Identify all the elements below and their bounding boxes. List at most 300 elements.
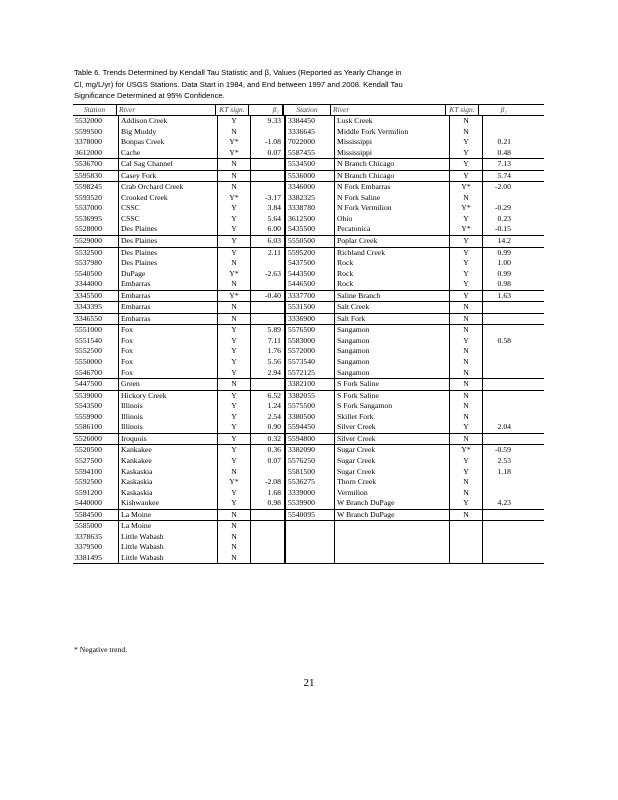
beta-cell: 1.63	[482, 291, 513, 302]
beta-cell: 0.98	[482, 279, 513, 290]
table-caption	[74, 67, 544, 102]
river-cell: Des Plaines	[118, 258, 217, 269]
beta-cell	[250, 510, 284, 521]
river-cell: Sangamon	[334, 368, 449, 379]
station-cell: 5587455	[284, 148, 334, 159]
kt-sign-cell: Y	[217, 346, 250, 357]
river-cell: Kaskaskia	[118, 488, 217, 499]
beta-cell	[482, 116, 513, 127]
beta-cell: -2.08	[250, 477, 284, 488]
river-cell: Fox	[118, 368, 217, 379]
river-cell: Salt Fork	[334, 314, 449, 325]
beta-cell: 0.48	[482, 148, 513, 159]
station-cell: 5584500	[75, 509, 102, 519]
kt-sign-cell: Y	[217, 434, 250, 445]
kt-sign-cell: Y	[449, 498, 482, 509]
kt-sign-cell: Y	[449, 148, 482, 159]
kt-sign-cell: Y	[449, 258, 482, 269]
station-cell: 3380500	[284, 412, 334, 423]
station-cell: 5536000	[284, 171, 334, 182]
river-cell: Crab Orchard Creek	[118, 182, 217, 193]
beta-cell: 6.03	[250, 236, 284, 247]
station-cell: 3378000	[75, 137, 102, 147]
beta-cell	[250, 171, 284, 182]
river-cell: Hickory Creek	[118, 391, 217, 402]
beta-cell	[250, 159, 284, 170]
table-row	[73, 159, 544, 171]
beta-cell: -0.15	[482, 224, 513, 235]
kt-sign-cell: Y	[449, 248, 482, 259]
table-row	[73, 236, 544, 248]
river-cell: Sangamon	[334, 325, 449, 336]
kt-sign-cell: N	[449, 325, 482, 336]
station-cell: 3378635	[75, 531, 102, 541]
table-row	[73, 467, 544, 478]
table-row	[73, 116, 544, 127]
kt-sign-cell: Y	[449, 467, 482, 478]
river-cell: DuPage	[118, 269, 217, 280]
table-row	[73, 258, 544, 269]
beta-cell: 1.18	[482, 467, 513, 478]
kt-sign-cell: N	[449, 302, 482, 313]
table-row	[73, 521, 544, 532]
station-cell: 5536275	[284, 477, 334, 488]
beta-cell: 0.99	[482, 248, 513, 259]
river-cell: La Moine	[118, 510, 217, 521]
river-cell: Big Muddy	[118, 127, 217, 138]
beta-cell	[482, 434, 513, 445]
station-cell: 5520500	[75, 445, 102, 455]
beta-cell	[482, 368, 513, 379]
beta-cell	[482, 542, 513, 553]
station-cell: 5440000	[75, 498, 102, 508]
kt-sign-cell: Y*	[217, 193, 250, 204]
beta-cell: 7.11	[250, 336, 284, 347]
river-cell: Crooked Creek	[118, 193, 217, 204]
beta-cell: 2.53	[482, 456, 513, 467]
kt-sign-cell	[449, 532, 482, 543]
beta-cell: 0.07	[250, 456, 284, 467]
table-row	[73, 510, 544, 522]
station-cell: 5552500	[75, 346, 102, 356]
station-cell: 5594450	[284, 422, 334, 433]
table-row	[73, 336, 544, 347]
kt-sign-cell: Y	[217, 357, 250, 368]
station-cell: 5576250	[284, 456, 334, 467]
station-cell: 5599500	[75, 126, 102, 136]
river-cell: Cache	[118, 148, 217, 159]
table-row	[73, 182, 544, 193]
river-cell: Sugar Creek	[334, 456, 449, 467]
station-cell: 5437500	[284, 258, 334, 269]
kt-sign-cell: Y	[449, 291, 482, 302]
station-cell: 5559900	[75, 411, 102, 421]
river-cell: Kishwaukee	[118, 498, 217, 509]
station-cell: 3346000	[284, 182, 334, 193]
beta-cell: -0.29	[482, 203, 513, 214]
beta-cell	[482, 521, 513, 532]
station-cell: 5531500	[284, 302, 334, 313]
station-cell: 5585000	[75, 521, 102, 531]
river-cell: Richland Creek	[334, 248, 449, 259]
station-cell: 5592500	[75, 477, 102, 487]
river-cell: Poplar Creek	[334, 236, 449, 247]
station-cell: 3344000	[75, 279, 102, 289]
station-cell: 5593520	[75, 192, 102, 202]
river-cell: Sangamon	[334, 357, 449, 368]
table-row	[73, 488, 544, 499]
river-cell: Salt Creek	[334, 302, 449, 313]
station-cell: 5543500	[75, 401, 102, 411]
river-cell: Fox	[118, 357, 217, 368]
kt-sign-cell: Y	[449, 236, 482, 247]
river-cell: N Fork Saline	[334, 193, 449, 204]
kt-sign-cell: Y	[449, 159, 482, 170]
station-cell: 5583000	[284, 336, 334, 347]
beta-cell: 0.32	[250, 434, 284, 445]
beta-cell: 2.94	[250, 368, 284, 379]
beta-cell	[482, 532, 513, 543]
station-cell: 3612500	[284, 214, 334, 225]
river-cell: Fox	[118, 346, 217, 357]
beta-cell: 5.74	[482, 171, 513, 182]
table-row	[73, 224, 544, 236]
header-beta: β₁	[248, 105, 282, 115]
table-row	[73, 193, 544, 204]
river-cell: N Fork Vermilion	[334, 203, 449, 214]
beta-cell: 1.76	[250, 346, 284, 357]
station-cell: 5575500	[284, 401, 334, 412]
table-row	[73, 553, 544, 565]
river-cell: Cal Sag Channel	[118, 159, 217, 170]
footnote: * Negative trend.	[74, 645, 128, 654]
beta-cell: 5.64	[250, 214, 284, 225]
table-row	[73, 214, 544, 225]
kt-sign-cell: Y	[217, 412, 250, 423]
beta-cell	[250, 182, 284, 193]
kt-sign-cell: Y*	[449, 224, 482, 235]
table-row	[73, 203, 544, 214]
beta-cell	[250, 379, 284, 390]
station-cell: 5536995	[75, 213, 102, 223]
table-row	[73, 291, 544, 303]
river-cell: Embarras	[118, 314, 217, 325]
caption-line: Cl, mg/L/yr) for USGS Stations. Data Start in 1984, and End between 1997 and 2008. Kendall Tau	[74, 79, 403, 89]
header-river: River	[330, 105, 445, 115]
station-cell: 5443500	[284, 269, 334, 280]
kt-sign-cell: N	[217, 127, 250, 138]
beta-cell: 14.2	[482, 236, 513, 247]
station-cell: 3336900	[284, 314, 334, 325]
station-cell: 5591200	[75, 487, 102, 497]
river-cell: Thorn Creek	[334, 477, 449, 488]
beta-cell	[482, 302, 513, 313]
river-cell: Casey Fork	[118, 171, 217, 182]
river-cell: Little Wabash	[118, 542, 217, 553]
station-cell	[284, 521, 334, 532]
kt-sign-cell: N	[449, 391, 482, 402]
kt-sign-cell: Y*	[217, 291, 250, 302]
station-cell: 5572000	[284, 346, 334, 357]
station-cell: 5446500	[284, 279, 334, 290]
river-cell: Rock	[334, 279, 449, 290]
kt-sign-cell: Y	[217, 391, 250, 402]
beta-cell: 0.99	[482, 269, 513, 280]
kt-sign-cell: N	[449, 357, 482, 368]
beta-cell	[482, 477, 513, 488]
beta-cell: 1.68	[250, 488, 284, 499]
station-cell: 3382100	[284, 379, 334, 390]
beta-cell: 4.23	[482, 498, 513, 509]
kt-sign-cell: Y	[217, 368, 250, 379]
river-cell: W Branch DuPage	[334, 510, 449, 521]
station-cell: 5550500	[284, 236, 334, 247]
river-cell: Embarras	[118, 279, 217, 290]
beta-cell	[250, 521, 284, 532]
station-cell: 5528000	[75, 224, 102, 234]
header-kt-sign: KT sign.	[445, 105, 478, 115]
caption-line: Significance Determined at 95% Confidence.	[74, 91, 225, 100]
beta-cell	[250, 127, 284, 138]
station-cell	[284, 553, 334, 564]
kt-sign-cell: N	[449, 510, 482, 521]
beta-cell	[250, 302, 284, 313]
station-cell: 3382055	[284, 391, 334, 402]
kt-sign-cell: Y*	[217, 269, 250, 280]
station-cell: 3612000	[75, 147, 102, 157]
station-cell: 5532500	[75, 247, 102, 257]
kt-sign-cell: Y	[217, 116, 250, 127]
table-row	[73, 422, 544, 434]
kt-sign-cell: N	[217, 302, 250, 313]
kt-sign-cell: Y	[217, 203, 250, 214]
beta-cell: 0.58	[482, 336, 513, 347]
station-cell: 3379500	[75, 542, 102, 552]
station-cell: 5551540	[75, 335, 102, 345]
kt-sign-cell: N	[449, 127, 482, 138]
river-cell: Kankakee	[118, 445, 217, 456]
beta-cell: 0.07	[250, 148, 284, 159]
table-row	[73, 498, 544, 510]
station-cell: 5534500	[284, 159, 334, 170]
station-cell: 5539000	[75, 390, 102, 400]
beta-cell: 2.54	[250, 412, 284, 423]
station-cell: 5537000	[75, 203, 102, 213]
table-row	[73, 314, 544, 326]
station-cell: 5435500	[284, 224, 334, 235]
table-row	[73, 148, 544, 160]
kt-sign-cell: Y	[217, 401, 250, 412]
table-row	[73, 171, 544, 183]
beta-cell: 5.89	[250, 325, 284, 336]
table-row	[73, 477, 544, 488]
station-cell: 5537980	[75, 258, 102, 268]
river-cell	[334, 542, 449, 553]
station-cell: 5539900	[284, 498, 334, 509]
kt-sign-cell: Y*	[449, 203, 482, 214]
beta-cell: 1.24	[250, 401, 284, 412]
kt-sign-cell: Y	[449, 422, 482, 433]
river-cell: Rock	[334, 258, 449, 269]
station-cell: 5540500	[75, 268, 102, 278]
table-header-row	[73, 105, 544, 116]
kt-sign-cell: N	[217, 171, 250, 182]
beta-cell	[482, 412, 513, 423]
station-cell: 3382325	[284, 193, 334, 204]
beta-cell: 0.90	[250, 422, 284, 433]
kt-sign-cell: N	[449, 116, 482, 127]
river-cell: Green	[118, 379, 217, 390]
page-number: 21	[303, 677, 315, 689]
beta-cell: 1.00	[482, 258, 513, 269]
table-row	[73, 542, 544, 553]
beta-cell	[482, 553, 513, 564]
river-cell: Silver Creek	[334, 422, 449, 433]
river-cell: Sangamon	[334, 346, 449, 357]
beta-cell	[482, 391, 513, 402]
beta-cell	[482, 346, 513, 357]
kt-sign-cell: N	[449, 477, 482, 488]
kt-sign-cell: N	[217, 258, 250, 269]
river-cell: S Fork Saline	[334, 379, 449, 390]
beta-cell	[250, 467, 284, 478]
kt-sign-cell: N	[217, 521, 250, 532]
kt-sign-cell: Y	[217, 236, 250, 247]
station-cell: 5586100	[75, 422, 102, 432]
kt-sign-cell: Y*	[449, 445, 482, 456]
kt-sign-cell: N	[449, 434, 482, 445]
kt-sign-cell: N	[217, 279, 250, 290]
kt-sign-cell: Y	[449, 137, 482, 148]
station-cell: 5540095	[284, 510, 334, 521]
beta-cell: 9.33	[250, 116, 284, 127]
kt-sign-cell: N	[449, 346, 482, 357]
river-cell: Kaskaskia	[118, 477, 217, 488]
river-cell	[334, 553, 449, 564]
river-cell: Skillet Fork	[334, 412, 449, 423]
trend-table	[73, 104, 544, 564]
beta-cell: -0.40	[250, 291, 284, 302]
beta-cell: -2.00	[482, 182, 513, 193]
beta-cell: -3.17	[250, 193, 284, 204]
river-cell: Sugar Creek	[334, 467, 449, 478]
river-cell: W Branch DuPage	[334, 498, 449, 509]
kt-sign-cell: N	[217, 314, 250, 325]
beta-cell	[482, 325, 513, 336]
table-row	[73, 434, 544, 446]
river-cell: Embarras	[118, 291, 217, 302]
station-cell: 3384450	[284, 116, 334, 127]
kt-sign-cell: N	[217, 379, 250, 390]
kt-sign-cell: Y	[217, 422, 250, 433]
station-cell: 3338780	[284, 203, 334, 214]
station-cell: 3346550	[75, 313, 102, 323]
river-cell: Little Wabash	[118, 553, 217, 564]
kt-sign-cell: Y*	[449, 182, 482, 193]
beta-cell	[482, 357, 513, 368]
station-cell: 5536700	[75, 159, 102, 169]
beta-cell: 6.00	[250, 224, 284, 235]
table-row	[73, 401, 544, 412]
header-river: River	[116, 105, 215, 115]
station-cell: 3336645	[284, 127, 334, 138]
beta-cell	[482, 510, 513, 521]
kt-sign-cell: Y	[217, 445, 250, 456]
river-cell: S Fork Sangamon	[334, 401, 449, 412]
river-cell: Sangamon	[334, 336, 449, 347]
table-body	[73, 116, 544, 564]
station-cell: 5532000	[75, 116, 102, 125]
station-cell	[284, 542, 334, 553]
beta-cell	[482, 401, 513, 412]
station-cell: 3343395	[75, 302, 102, 312]
river-cell: N Branch Chicago	[334, 171, 449, 182]
station-cell: 5581500	[284, 467, 334, 478]
river-cell: La Moine	[118, 521, 217, 532]
river-cell: Mississippi	[334, 148, 449, 159]
table-row	[73, 368, 544, 380]
table-row	[73, 248, 544, 259]
table-row	[73, 357, 544, 368]
beta-cell: 5.56	[250, 357, 284, 368]
kt-sign-cell: Y	[449, 279, 482, 290]
table-row	[73, 456, 544, 467]
station-cell: 5526000	[75, 433, 102, 443]
header-station: Station	[282, 105, 330, 115]
river-cell: Fox	[118, 325, 217, 336]
kt-sign-cell: Y	[217, 248, 250, 259]
station-cell: 3381495	[75, 552, 102, 562]
station-cell: 3345500	[75, 290, 102, 300]
kt-sign-cell: N	[217, 182, 250, 193]
river-cell: Silver Creek	[334, 434, 449, 445]
station-cell: 3382090	[284, 445, 334, 456]
kt-sign-cell: Y*	[217, 148, 250, 159]
river-cell: Rock	[334, 269, 449, 280]
table-row	[73, 346, 544, 357]
table-row	[73, 532, 544, 543]
station-cell: 5550000	[75, 357, 102, 367]
river-cell: Des Plaines	[118, 236, 217, 247]
header-kt-sign: KT sign.	[215, 105, 248, 115]
beta-cell: 2.11	[250, 248, 284, 259]
table-row	[73, 379, 544, 391]
beta-cell	[250, 314, 284, 325]
kt-sign-cell: Y	[217, 224, 250, 235]
station-cell: 5595830	[75, 170, 102, 180]
kt-sign-cell: Y	[217, 488, 250, 499]
river-cell: Kankakee	[118, 456, 217, 467]
beta-cell	[482, 314, 513, 325]
table-row	[73, 127, 544, 138]
beta-cell	[482, 193, 513, 204]
beta-cell: -1.08	[250, 137, 284, 148]
kt-sign-cell: Y*	[217, 477, 250, 488]
river-cell: Illinois	[118, 412, 217, 423]
station-cell: 5573540	[284, 357, 334, 368]
kt-sign-cell: N	[449, 401, 482, 412]
river-cell: Fox	[118, 336, 217, 347]
header-station: Station	[83, 105, 106, 114]
river-cell: Ohio	[334, 214, 449, 225]
river-cell: Illinois	[118, 422, 217, 433]
river-cell: S Fork Saline	[334, 391, 449, 402]
kt-sign-cell: Y	[217, 498, 250, 509]
beta-cell: 0.98	[250, 498, 284, 509]
river-cell: Des Plaines	[118, 224, 217, 235]
kt-sign-cell: N	[217, 467, 250, 478]
beta-cell	[482, 488, 513, 499]
